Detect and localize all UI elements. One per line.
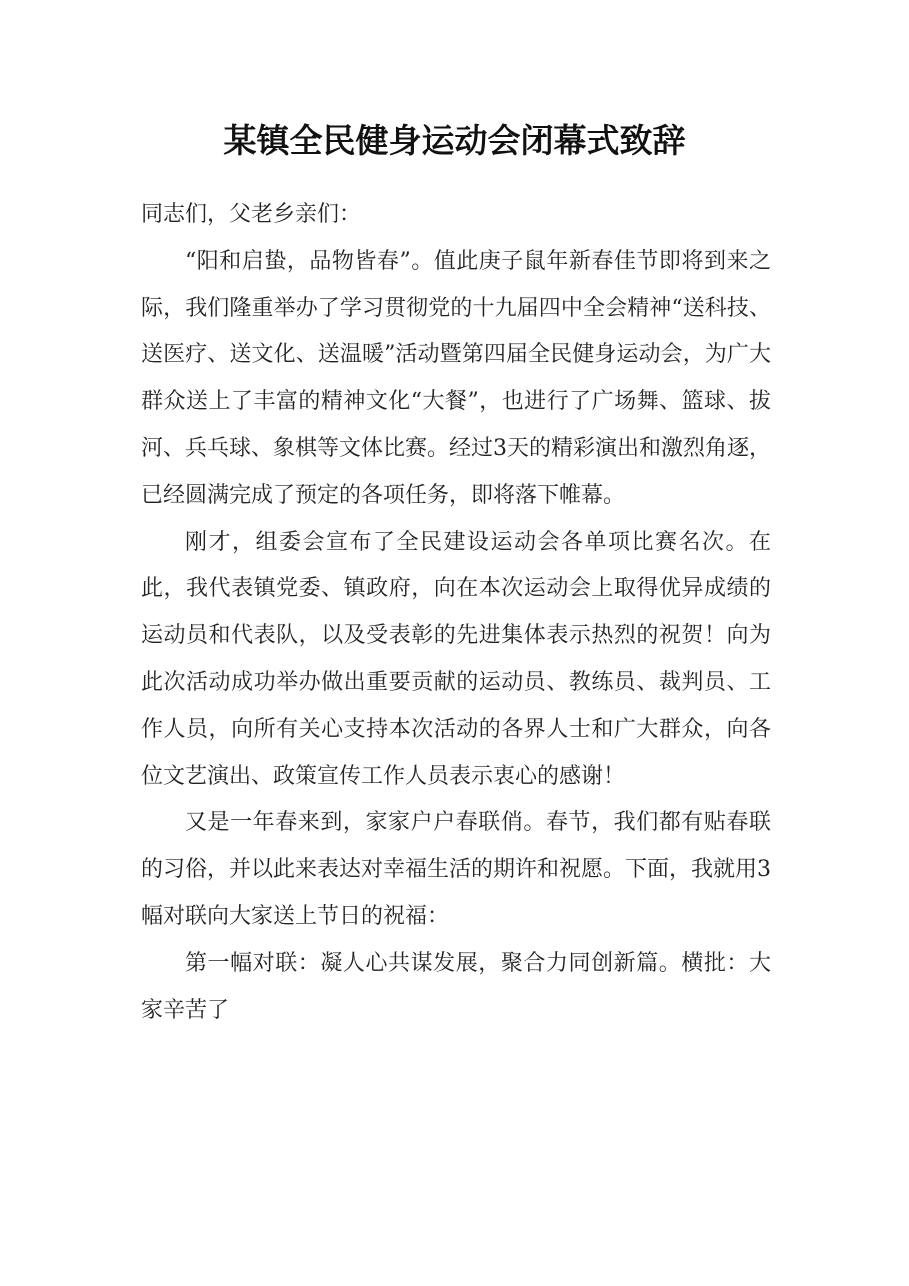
paragraph-2: 刚才，组委会宣布了全民建设运动会各单项比赛名次。在此，我代表镇党委、镇政府，向在本次运动会上取得优异成绩的运动员和代表队，以及受表彰的先进集体表示热烈的祝贺！向为此次活动成功举办做出重要贡献的运动员、教练员、裁判员、工作人员，向所有关心支持本次活动的各界人士和广大群众，向各位文艺演出、政策宣传工作人员表示衷心的感谢！ (141, 529, 771, 789)
document-title: 某镇全民健身运动会闭幕式致辞 (223, 121, 686, 160)
paragraph-3: 又是一年春来到，家家户户春联俏。春节，我们都有贴春联的习俗，并以此来表达对幸福生活的期许和祝愿。下面，我就用3幅对联向大家送上节日的祝福： (141, 810, 771, 929)
paragraph-4: 第一幅对联：凝人心共谋发展，聚合力同创新篇。横批：大家辛苦了 (141, 950, 771, 1023)
document-body (141, 192, 771, 1034)
salutation: 同志们，父老乡亲们： (141, 202, 362, 227)
paragraph-1: “阳和启蛰，品物皆春”。值此庚子鼠年新春佳节即将到来之际，我们隆重举办了学习贯彻党的十九届四中全会精神“送科技、送医疗、送文化、送温暖”活动暨第四届全民健身运动会，为广大群众送上了丰富的精神文化“大餐”，也进行了广场舞、篮球、拔河、兵乓球、象棋等文体比赛。经过3天的精彩演出和激烈角逐，已经圆满完成了预定的各项任务，即将落下帷幕。 (141, 248, 771, 508)
